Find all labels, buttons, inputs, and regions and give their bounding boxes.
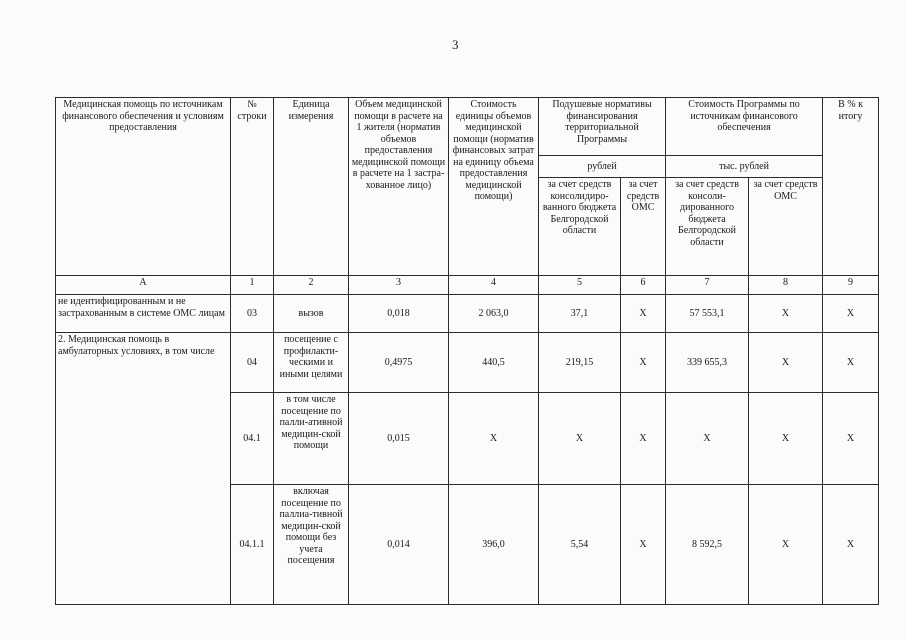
- row-oms-per-capita: X: [621, 295, 666, 333]
- row-budget-total: 8 592,5: [666, 485, 749, 605]
- row-budget-total: 339 655,3: [666, 333, 749, 393]
- row-oms-total: X: [749, 485, 823, 605]
- row-oms-per-capita: X: [621, 333, 666, 393]
- header-unit-thousand-rubles: тыс. рублей: [666, 156, 823, 178]
- row-line-number: 04.1.1: [231, 485, 274, 605]
- column-number: 6: [621, 276, 666, 295]
- row-oms-per-capita: X: [621, 485, 666, 605]
- row-name: не идентифицированным и не застрахованным в системе ОМС лицам: [56, 295, 231, 333]
- header-percent-total: В % к итогу: [823, 98, 879, 276]
- header-unit: Единица измерения: [274, 98, 349, 276]
- header-unit-cost: Стоимость единицы объемов медицинской помощи (норматив финансовых затрат на единицу объема предоставления медицинской помощи): [449, 98, 539, 276]
- row-oms-total: X: [749, 393, 823, 485]
- row-line-number: 03: [231, 295, 274, 333]
- column-number: 7: [666, 276, 749, 295]
- header-budget-per-capita: за счет средств консолидиро-ванного бюджета Белгородской области: [539, 178, 621, 276]
- header-per-capita-norms: Подушевые нормативы финансирования территориальной Программы: [539, 98, 666, 156]
- row-budget-per-capita: X: [539, 393, 621, 485]
- table-row: [56, 295, 879, 333]
- table-row: [56, 333, 879, 393]
- row-unit: вызов: [274, 295, 349, 333]
- row-unit: включая посещение по паллиа-тивной медицин-ской помощи без учета посещения: [274, 485, 349, 605]
- header-budget-total: за счет средств консоли-дированного бюджета Белгородской области: [666, 178, 749, 276]
- row-budget-total: X: [666, 393, 749, 485]
- header-program-cost: Стоимость Программы по источникам финансового обеспечения: [666, 98, 823, 156]
- row-unit: в том числе посещение по палли-ативной медицин-ской помощи: [274, 393, 349, 485]
- row-percent: X: [823, 333, 879, 393]
- header-oms-total: за счет средств ОМС: [749, 178, 823, 276]
- page-number: 3: [452, 37, 459, 52]
- column-number: 4: [449, 276, 539, 295]
- row-volume: 0,4975: [349, 333, 449, 393]
- header-line-number: № строки: [231, 98, 274, 276]
- row-percent: X: [823, 295, 879, 333]
- column-number: А: [56, 276, 231, 295]
- row-oms-per-capita: X: [621, 393, 666, 485]
- row-unit-cost: 440,5: [449, 333, 539, 393]
- row-name: 2. Медицинская помощь в амбулаторных условиях, в том числе: [56, 333, 231, 605]
- row-percent: X: [823, 393, 879, 485]
- row-unit: посещение с профилакти-ческими и иными целями: [274, 333, 349, 393]
- header-unit-rubles: рублей: [539, 156, 666, 178]
- row-oms-total: X: [749, 333, 823, 393]
- header-volume: Объем медицинской помощи в расчете на 1 жителя (норматив объемов предоставления медицинской помощи в расчете на 1 застра-хованное лицо): [349, 98, 449, 276]
- row-oms-total: X: [749, 295, 823, 333]
- row-volume: 0,018: [349, 295, 449, 333]
- row-percent: X: [823, 485, 879, 605]
- row-unit-cost: 2 063,0: [449, 295, 539, 333]
- row-budget-per-capita: 37,1: [539, 295, 621, 333]
- column-number: 5: [539, 276, 621, 295]
- header-oms-per-capita: за счет средств ОМС: [621, 178, 666, 276]
- row-unit-cost: X: [449, 393, 539, 485]
- row-line-number: 04: [231, 333, 274, 393]
- row-unit-cost: 396,0: [449, 485, 539, 605]
- row-line-number: 04.1: [231, 393, 274, 485]
- column-number: 3: [349, 276, 449, 295]
- header-medical-care: Медицинская помощь по источникам финансового обеспечения и условиям предоставления: [56, 98, 231, 276]
- column-number: 8: [749, 276, 823, 295]
- program-cost-table: [55, 97, 879, 605]
- column-number: 1: [231, 276, 274, 295]
- column-number: 9: [823, 276, 879, 295]
- row-volume: 0,014: [349, 485, 449, 605]
- column-number: 2: [274, 276, 349, 295]
- row-budget-per-capita: 219,15: [539, 333, 621, 393]
- row-volume: 0,015: [349, 393, 449, 485]
- row-budget-per-capita: 5,54: [539, 485, 621, 605]
- row-budget-total: 57 553,1: [666, 295, 749, 333]
